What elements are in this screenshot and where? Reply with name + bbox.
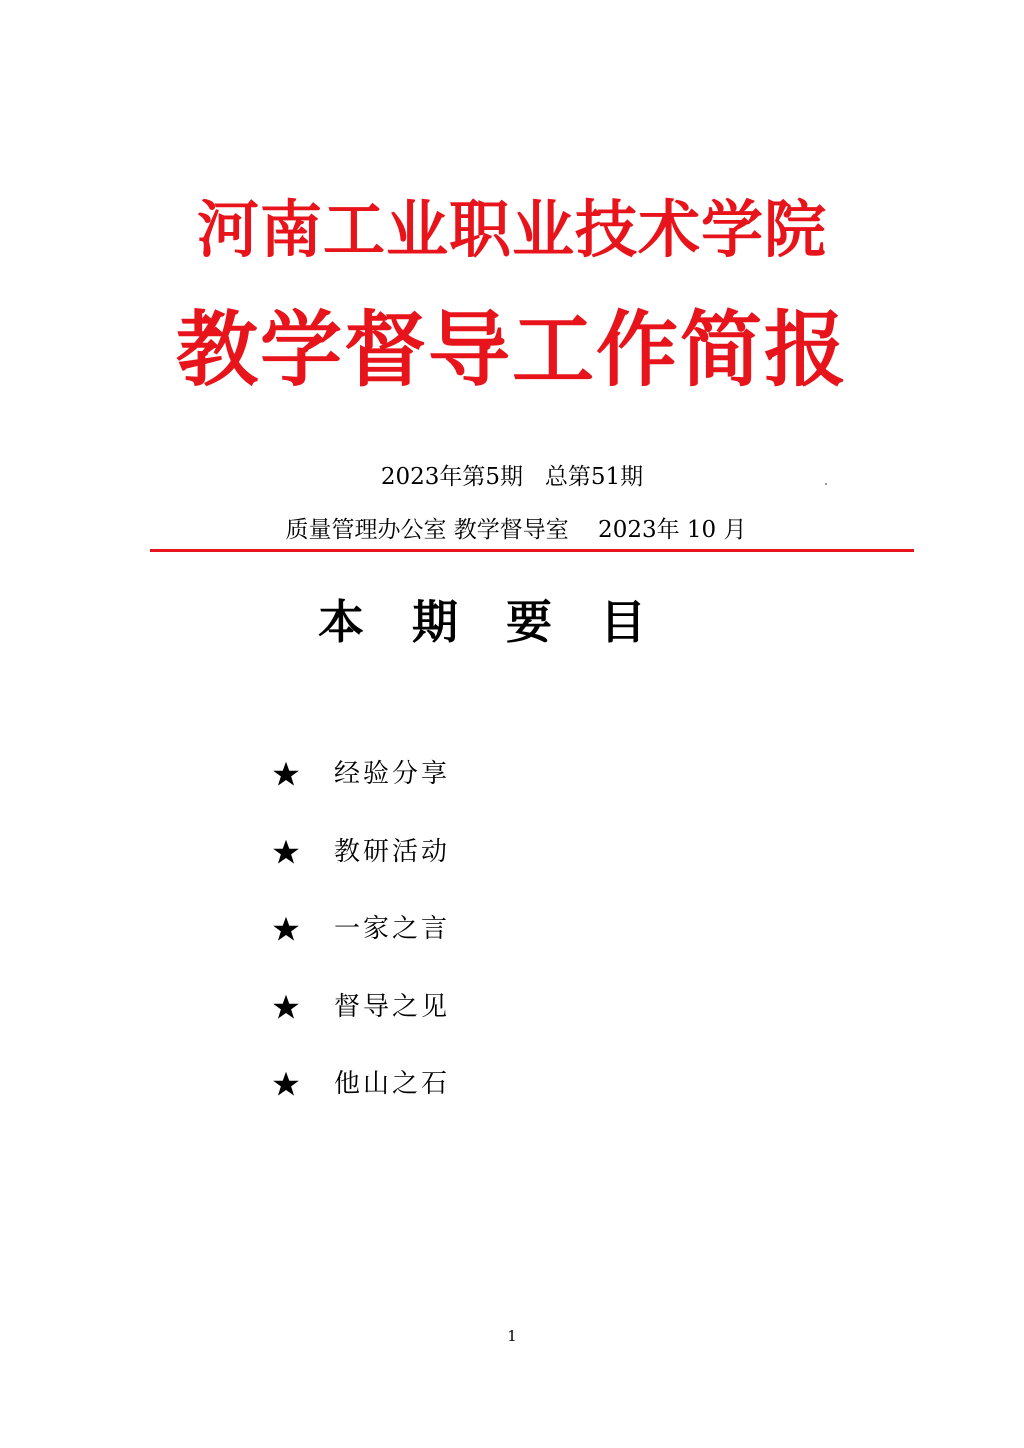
toc-item <box>272 755 450 833</box>
toc-item <box>272 1065 450 1143</box>
toc-item-label: 他山之石 <box>334 1069 451 1099</box>
toc-heading: 本期要目 <box>318 595 694 649</box>
publication-title: 教学督导工作简报 <box>175 302 848 398</box>
star-icon <box>272 993 300 1021</box>
toc-item-label: 教研活动 <box>334 836 451 867</box>
star-icon <box>272 1070 300 1098</box>
star-icon <box>272 838 300 866</box>
toc-item-label: 一家之言 <box>334 914 451 944</box>
toc-item-label: 经验分享 <box>334 759 451 789</box>
department-date-line: 质量管理办公室 教学督导室 2023年 10 月 <box>285 517 747 543</box>
toc-item <box>272 910 450 988</box>
header-divider <box>150 549 914 552</box>
toc-item-label: 督导之见 <box>334 991 451 1022</box>
star-icon <box>272 915 300 943</box>
star-icon <box>272 760 300 788</box>
issue-number-line: 2023年第5期 总第51期 <box>380 464 644 490</box>
toc-item <box>272 833 450 911</box>
toc-item <box>272 988 450 1066</box>
toc-list <box>272 755 450 1143</box>
page-number: 1 <box>507 1327 517 1345</box>
scan-speck <box>825 483 827 485</box>
institution-title: 河南工业职业技术学院 <box>196 193 827 266</box>
